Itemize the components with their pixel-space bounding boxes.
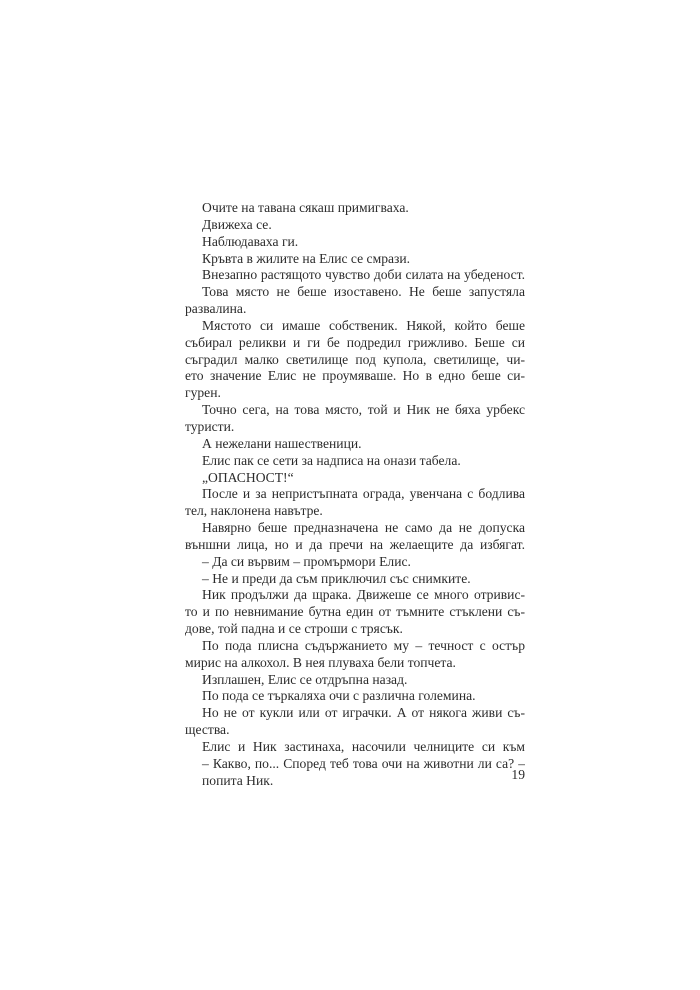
body-text: [185, 200, 525, 790]
text-line: то и по невнимание бутна един от тъмните стъклени съ-: [185, 604, 525, 620]
text-line: – Не и преди да съм приключил със снимките.: [202, 570, 471, 586]
text-line: Елис и Ник застинаха, насочили челниците си към: [202, 739, 525, 754]
text-line: Точно сега, на това място, той и Ник не бяха урбекс: [202, 402, 525, 418]
text-line: щества.: [185, 722, 230, 738]
text-line: – Какво, по... Според теб това очи на животни ли са? –: [202, 755, 525, 771]
text-line: Но не от кукли или от играчки. А от някога живи съ-: [202, 705, 525, 721]
text-line: Кръвта в жилите на Елис се смрази.: [202, 250, 411, 266]
text-line: – Да си вървим – промърмори Елис.: [202, 553, 411, 569]
text-line: Това място не беше изоставено. Не беше запустяла: [202, 284, 525, 300]
text-line: събирал реликви и ги бе подредил грижливо. Беше си: [185, 334, 525, 350]
text-line: А нежелани нашественици.: [202, 435, 362, 451]
text-line: външни лица, но и да пречи на желаещите да избягат.: [185, 536, 525, 552]
page-number: 19: [511, 767, 525, 782]
text-line: После и за непристъпната ограда, увенчана с бодлива: [202, 486, 525, 502]
text-line: Внезапно растящото чувство доби силата на убеденост.: [202, 267, 525, 283]
text-line: туристи.: [185, 418, 235, 434]
text-line: тел, наклонена навътре.: [185, 503, 323, 519]
text-line: Ник продължи да щрака. Движеше се много отривис-: [202, 587, 525, 603]
text-line: развалина.: [185, 301, 247, 317]
text-line: По пода плисна съдържанието му – течност с остър: [202, 637, 525, 653]
text-line: Елис пак се сети за надписа на онази табела.: [202, 452, 461, 468]
text-line: Навярно беше предназначена не само да не допуска: [202, 520, 525, 536]
text-line: мирис на алкохол. В нея плуваха бели топчета.: [185, 654, 456, 670]
text-line: ето значение Елис не проумяваше. Но в едно беше си-: [185, 368, 525, 384]
text-line: Очите на тавана сякаш примигваха.: [202, 200, 409, 215]
text-line: Движеха се.: [202, 216, 272, 232]
text-line: дове, той падна и се строши с трясък.: [185, 621, 403, 637]
text-line: Наблюдаваха ги.: [202, 233, 299, 249]
text-line: „ОПАСНОСТ!“: [202, 469, 294, 485]
text-line: Изплашен, Елис се отдръпна назад.: [202, 671, 408, 687]
text-line: попита Ник.: [202, 772, 274, 788]
text-line: съградил малко светилище под купола, светилище, чи-: [185, 351, 525, 367]
text-line: гурен.: [185, 385, 221, 401]
text-line: Мястото си имаше собственик. Някой, който беше: [202, 317, 525, 333]
text-line: По пода се търкаляха очи с различна големина.: [202, 688, 476, 704]
